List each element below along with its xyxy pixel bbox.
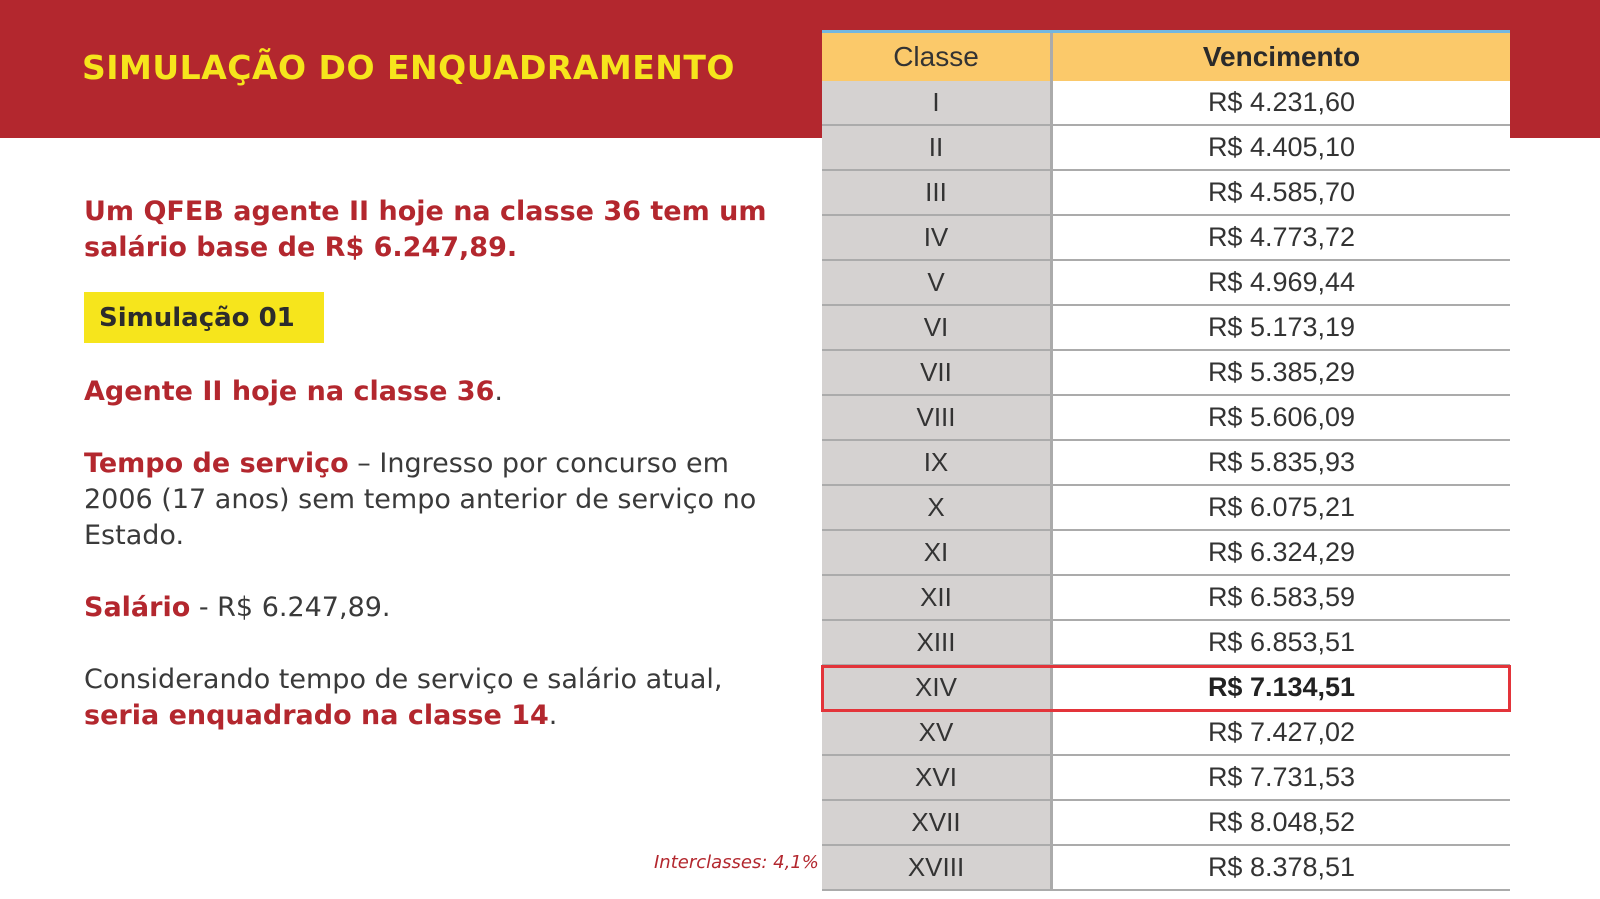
- cell-vencimento: R$ 8.378,51: [1053, 846, 1510, 889]
- cell-vencimento: R$ 7.134,51: [1053, 666, 1510, 709]
- salary-text: - R$ 6.247,89.: [190, 592, 391, 623]
- cell-classe: XVII: [822, 801, 1053, 844]
- table-header: [822, 30, 1510, 81]
- cell-classe: XII: [822, 576, 1053, 619]
- cell-classe: XVI: [822, 756, 1053, 799]
- cell-vencimento: R$ 7.427,02: [1053, 711, 1510, 754]
- cell-classe: VIII: [822, 396, 1053, 439]
- agent-line: [84, 374, 774, 410]
- cell-classe: IV: [822, 216, 1053, 259]
- salary-label: Salário: [84, 592, 191, 623]
- simulation-badge: [84, 292, 324, 343]
- conclusion-text: Considerando tempo de serviço e salário atual,: [84, 664, 723, 695]
- cell-classe: III: [822, 171, 1053, 214]
- page-title: SIMULAÇÃO DO ENQUADRAMENTO: [82, 48, 735, 87]
- salary-paragraph: [84, 590, 774, 626]
- table-row: [822, 261, 1510, 306]
- table-row-highlighted: [822, 666, 1510, 711]
- table-row: [822, 756, 1510, 801]
- cell-vencimento: R$ 6.324,29: [1053, 531, 1510, 574]
- table-row: [822, 396, 1510, 441]
- conclusion-paragraph: [84, 662, 774, 734]
- table-row: [822, 621, 1510, 666]
- cell-vencimento: R$ 4.585,70: [1053, 171, 1510, 214]
- cell-vencimento: R$ 4.773,72: [1053, 216, 1510, 259]
- table-row: [822, 711, 1510, 756]
- cell-classe: XV: [822, 711, 1053, 754]
- cell-vencimento: R$ 6.853,51: [1053, 621, 1510, 664]
- table-row: [822, 351, 1510, 396]
- cell-classe: II: [822, 126, 1053, 169]
- table-row: [822, 306, 1510, 351]
- cell-vencimento: R$ 7.731,53: [1053, 756, 1510, 799]
- cell-classe: V: [822, 261, 1053, 304]
- conclusion-end: .: [548, 700, 558, 731]
- service-time-paragraph: [84, 446, 774, 554]
- table-row: [822, 531, 1510, 576]
- cell-classe: XIII: [822, 621, 1053, 664]
- simulation-badge-label: Simulação 01: [99, 303, 295, 333]
- cell-vencimento: R$ 5.173,19: [1053, 306, 1510, 349]
- table-row: [822, 846, 1510, 891]
- cell-vencimento: R$ 6.583,59: [1053, 576, 1510, 619]
- header-vencimento: Vencimento: [1202, 41, 1361, 72]
- table-row: [822, 171, 1510, 216]
- agent-line-end: .: [494, 376, 503, 407]
- table-row: [822, 81, 1510, 126]
- cell-vencimento: R$ 4.405,10: [1053, 126, 1510, 169]
- salary-table: [822, 30, 1510, 891]
- cell-classe: XI: [822, 531, 1053, 574]
- cell-classe: XIV: [822, 666, 1053, 709]
- table-row: [822, 126, 1510, 171]
- table-row: [822, 801, 1510, 846]
- cell-vencimento: R$ 5.606,09: [1053, 396, 1510, 439]
- cell-classe: X: [822, 486, 1053, 529]
- table-row: [822, 486, 1510, 531]
- cell-classe: XVIII: [822, 846, 1053, 889]
- service-time-label: Tempo de serviço: [84, 448, 349, 479]
- cell-classe: I: [822, 81, 1053, 124]
- table-row: [822, 576, 1510, 621]
- table-row: [822, 216, 1510, 261]
- intro-text: Um QFEB agente II hoje na classe 36 tem um salário base de R$ 6.247,89.: [84, 196, 767, 263]
- cell-classe: VI: [822, 306, 1053, 349]
- table-body: [822, 81, 1510, 891]
- cell-vencimento: R$ 5.385,29: [1053, 351, 1510, 394]
- conclusion-bold: seria enquadrado na classe 14: [84, 700, 549, 731]
- agent-line-bold: Agente II hoje na classe 36: [84, 376, 495, 407]
- cell-classe: VII: [822, 351, 1053, 394]
- cell-vencimento: R$ 5.835,93: [1053, 441, 1510, 484]
- table-row: [822, 441, 1510, 486]
- cell-vencimento: R$ 4.231,60: [1053, 81, 1510, 124]
- cell-vencimento: R$ 8.048,52: [1053, 801, 1510, 844]
- cell-vencimento: R$ 4.969,44: [1053, 261, 1510, 304]
- header-classe: Classe: [822, 33, 1053, 81]
- service-time-text: – Ingresso por concurso em 2006 (17 anos) sem tempo anterior de serviço no Estado.: [84, 448, 757, 551]
- interclasses-footnote: Interclasses: 4,1%: [654, 852, 819, 873]
- cell-classe: IX: [822, 441, 1053, 484]
- cell-vencimento: R$ 6.075,21: [1053, 486, 1510, 529]
